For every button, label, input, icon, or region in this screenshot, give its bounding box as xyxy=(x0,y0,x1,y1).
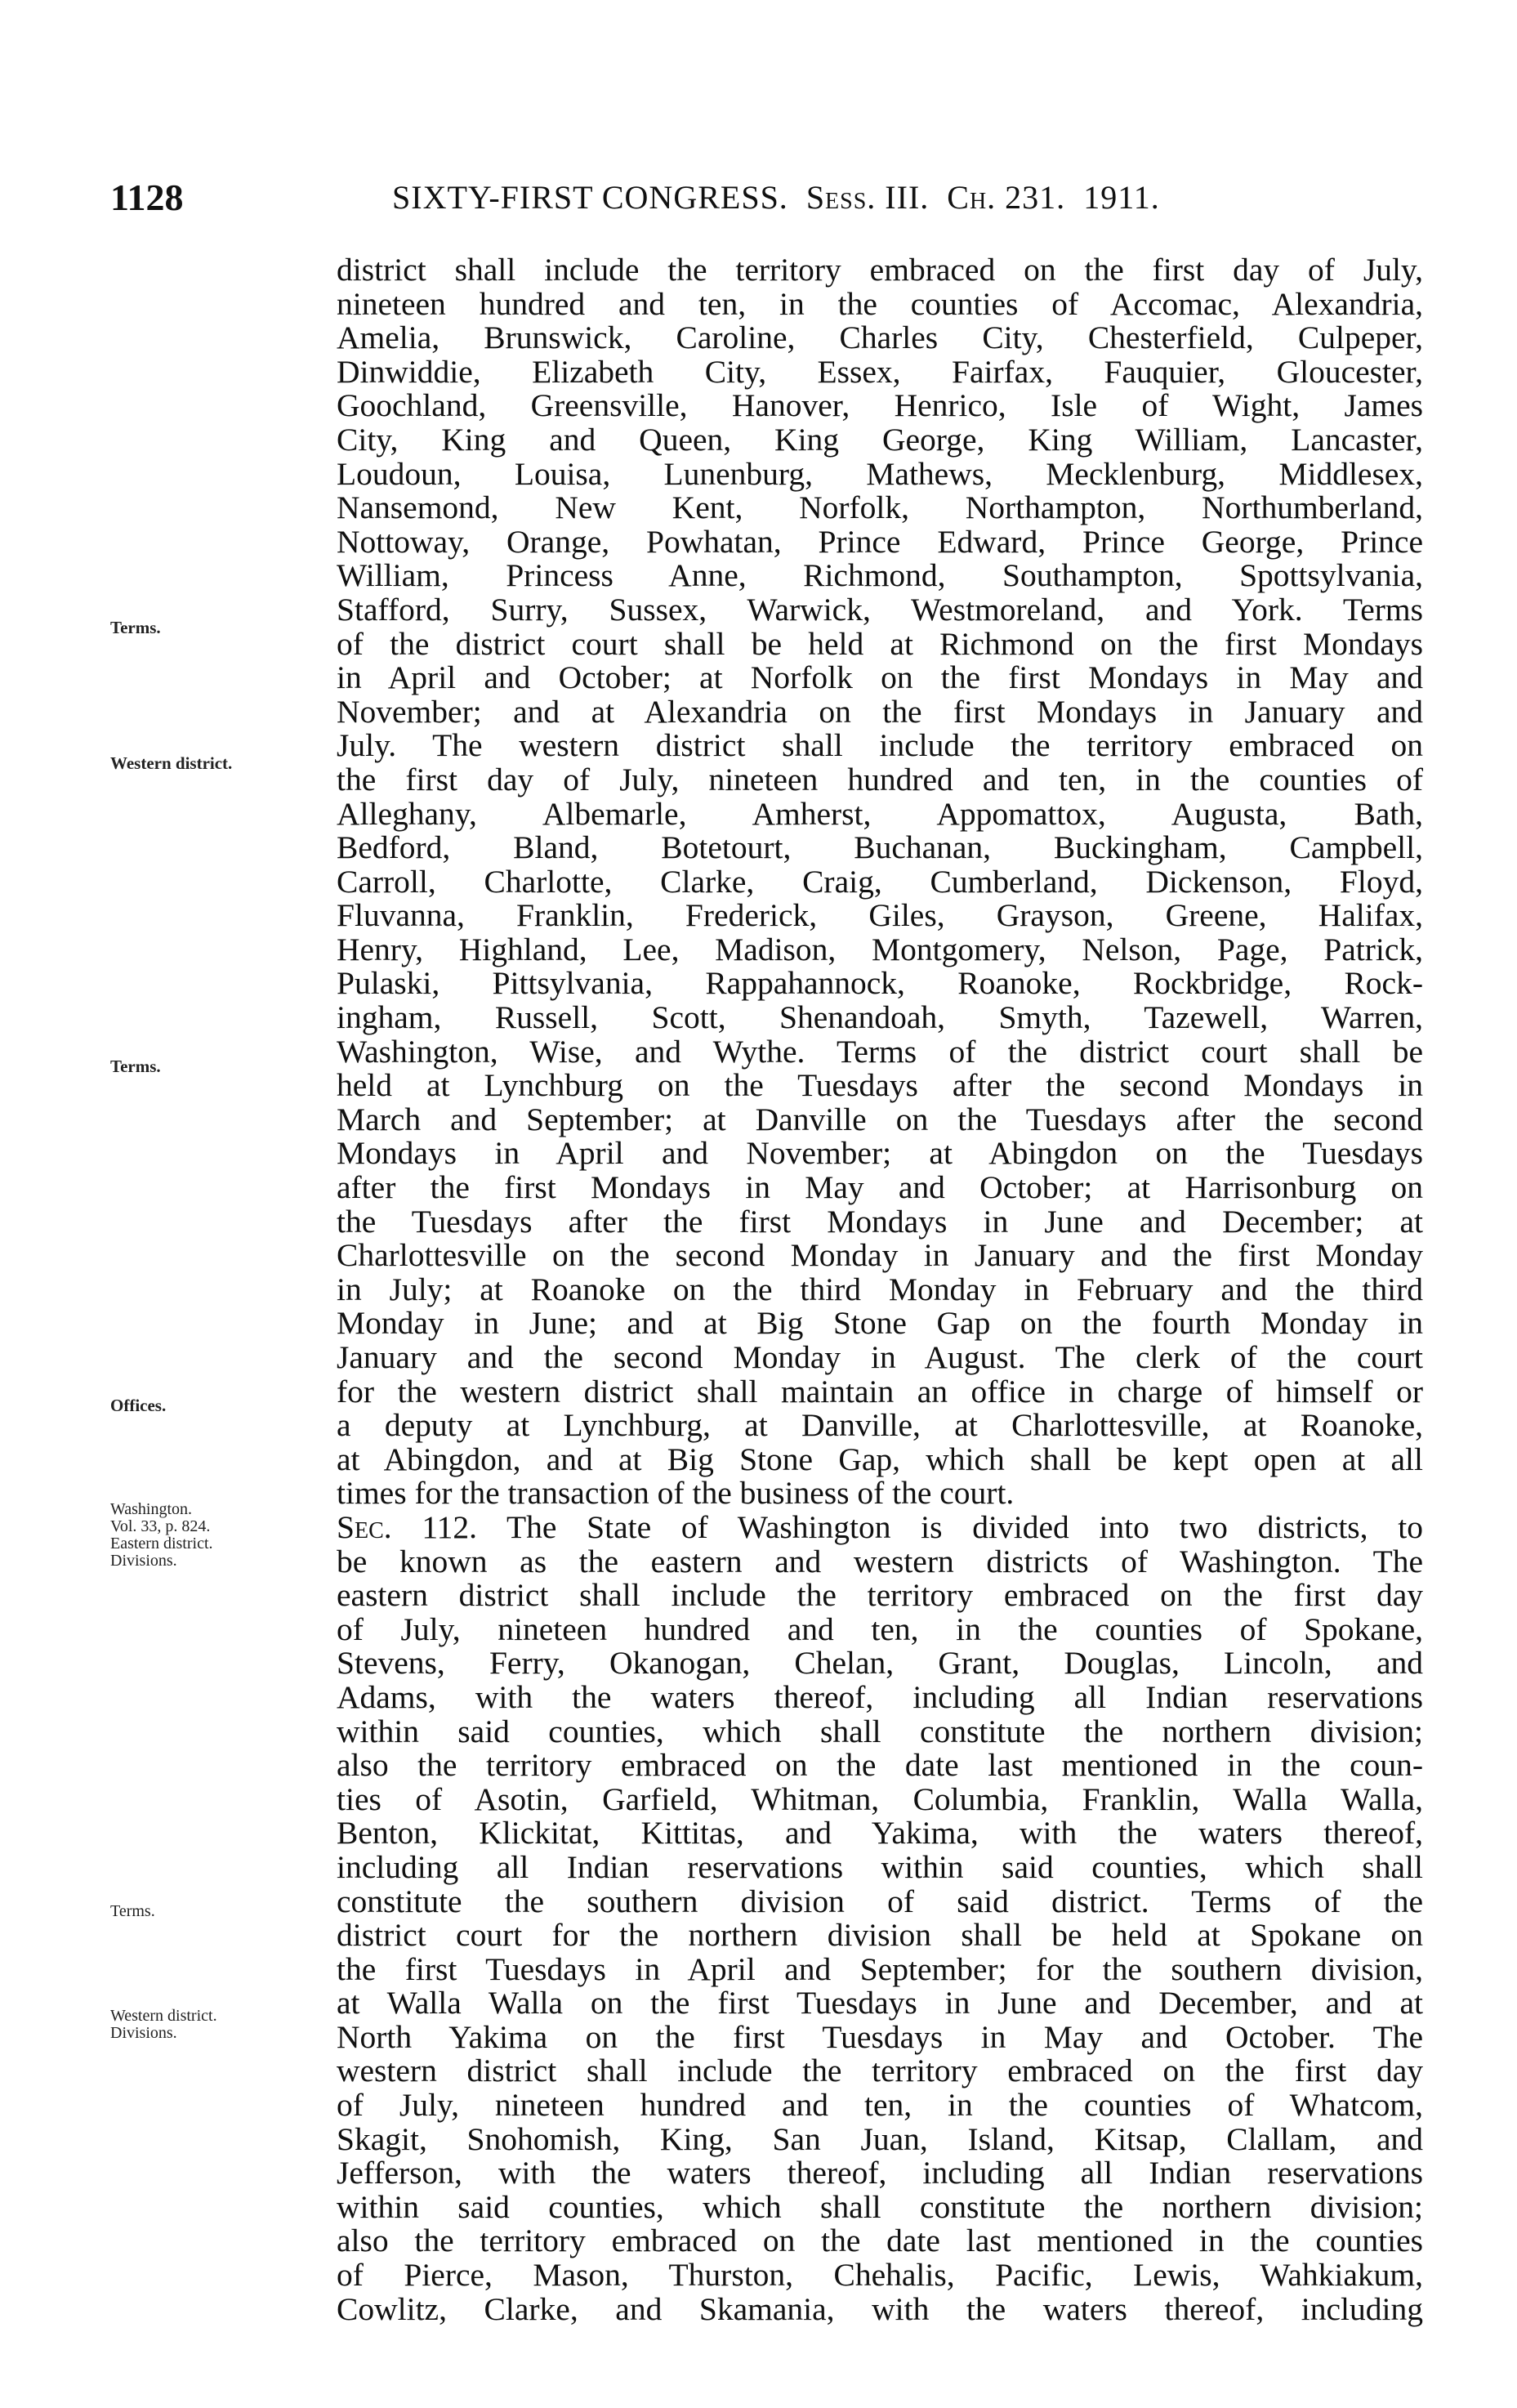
session-label: Sess. III. xyxy=(805,179,930,216)
margin-note-line: Eastern district. xyxy=(110,1535,213,1552)
text-line: Bedford, Bland, Botetourt, Buchanan, Buckingham, Campbell, xyxy=(337,829,1423,866)
text-line: including all Indian reservations within said counties, which shall xyxy=(337,1848,1423,1885)
text-line: Monday in June; and at Big Stone Gap on the fourth Monday in xyxy=(337,1305,1423,1342)
text-line: after the first Mondays in May and October; at Harrisonburg on xyxy=(337,1169,1423,1206)
text-line: Adams, with the waters thereof, including all Indian reservations xyxy=(337,1678,1423,1715)
text-line: Henry, Highland, Lee, Madison, Montgomery, Nelson, Page, Patrick, xyxy=(337,931,1423,967)
text-line: nineteen hundred and ten, in the counties of Accomac, Alexandria, xyxy=(337,285,1423,322)
text-line: eastern district shall include the territory embraced on the first day xyxy=(337,1577,1423,1614)
text-line: North Yakima on the first Tuesdays in May and October. The xyxy=(337,2018,1423,2055)
text-line: at Walla Walla on the first Tuesdays in June and December, and at xyxy=(337,1985,1423,2022)
text-line: November; and at Alexandria on the first Mondays in January and xyxy=(337,693,1423,730)
text-line: in April and October; at Norfolk on the first Mondays in May and xyxy=(337,659,1423,696)
text-line: ingham, Russell, Scott, Shenandoah, Smyth, Tazewell, Warren, xyxy=(337,999,1423,1036)
margin-note-line: Western district. xyxy=(110,753,233,773)
text-line-content: The State of Washington is divided into two districts, to xyxy=(506,1508,1423,1545)
year-label: 1911. xyxy=(1083,179,1160,216)
margin-note-terms xyxy=(110,619,323,637)
text-line: Loudoun, Louisa, Lunenburg, Mathews, Mecklenburg, Middlesex, xyxy=(337,455,1423,492)
text-line: Stafford, Surry, Sussex, Warwick, Westmoreland, and York. Terms xyxy=(337,591,1423,628)
margin-note-offices xyxy=(110,1397,323,1414)
text-line: Nansemond, New Kent, Norfolk, Northampton, Northumberland, xyxy=(337,489,1423,526)
text-line: western district shall include the territory embraced on the first day xyxy=(337,2053,1423,2089)
text-line: Nottoway, Orange, Powhatan, Prince Edward, Prince George, Prince xyxy=(337,523,1423,560)
margin-note-line: Vol. 33, p. 824. xyxy=(110,1517,211,1535)
text-line: Amelia, Brunswick, Caroline, Charles City, Chesterfield, Culpeper, xyxy=(337,319,1423,356)
margin-note-line: Western district. xyxy=(110,2007,217,2025)
congress-title: SIXTY-FIRST CONGRESS. xyxy=(392,179,788,216)
text-line: for the western district shall maintain an office in charge of himself or xyxy=(337,1373,1423,1410)
text-line: Goochland, Greensville, Hanover, Henrico, Isle of Wight, James xyxy=(337,387,1423,424)
text-line: January and the second Monday in August. The clerk of the court xyxy=(337,1339,1423,1375)
text-line: within said counties, which shall constitute the northern division; xyxy=(337,1713,1423,1749)
running-head xyxy=(392,173,1160,222)
text-line: March and September; at Danville on the Tuesdays after the second xyxy=(337,1101,1423,1137)
text-line: Skagit, Snohomish, King, San Juan, Island, Kitsap, Clallam, and xyxy=(337,2120,1423,2157)
text-line: Fluvanna, Franklin, Frederick, Giles, Grayson, Greene, Halifax, xyxy=(337,897,1423,934)
text-line: ties of Asotin, Garfield, Whitman, Columbia, Franklin, Walla Walla, xyxy=(337,1780,1423,1817)
margin-note-terms xyxy=(110,1903,323,1920)
margin-note-terms xyxy=(110,1058,323,1075)
margin-note-line: Washington. xyxy=(110,1500,193,1518)
section-number: Sec. 112. xyxy=(337,1508,477,1545)
chapter-label: Ch. 231. xyxy=(947,179,1066,216)
margin-note-line: Terms. xyxy=(110,1902,155,1920)
margin-note-line: Terms. xyxy=(110,1057,161,1076)
text-line: Benton, Klickitat, Kittitas, and Yakima, with the waters thereof, xyxy=(337,1815,1423,1852)
text-line: Cowlitz, Clarke, and Skamania, with the waters thereof, including xyxy=(337,2290,1423,2327)
text-line: Stevens, Ferry, Okanogan, Chelan, Grant, Douglas, Lincoln, and xyxy=(337,1645,1423,1682)
text-line: the first day of July, nineteen hundred and ten, in the counties of xyxy=(337,761,1423,797)
statute-body-text xyxy=(337,253,1423,2326)
margin-note-western-district-divisions xyxy=(110,2008,323,2042)
text-line: William, Princess Anne, Richmond, Southampton, Spottsylvania, xyxy=(337,557,1423,594)
text-line: Washington, Wise, and Wythe. Terms of the district court shall be xyxy=(337,1033,1423,1070)
text-line: Alleghany, Albemarle, Amherst, Appomattox, Augusta, Bath, xyxy=(337,795,1423,832)
text-line: of Pierce, Mason, Thurston, Chehalis, Pacific, Lewis, Wahkiakum, xyxy=(337,2257,1423,2294)
margin-note-washington xyxy=(110,1501,323,1570)
text-line: also the territory embraced on the date last mentioned in the coun- xyxy=(337,1747,1423,1784)
margin-note-line: Offices. xyxy=(110,1396,167,1415)
text-line: of the district court shall be held at Richmond on the first Mondays xyxy=(337,625,1423,662)
text-line: held at Lynchburg on the Tuesdays after the second Mondays in xyxy=(337,1067,1423,1104)
text-line: also the territory embraced on the date last mentioned in the counties xyxy=(337,2223,1423,2259)
text-line: district shall include the territory embraced on the first day of July, xyxy=(337,252,1423,288)
text-line: the Tuesdays after the first Mondays in June and December; at xyxy=(337,1203,1423,1240)
margin-note-line: Divisions. xyxy=(110,2024,177,2042)
margin-note-line: Divisions. xyxy=(110,1552,177,1570)
text-line: Jefferson, with the waters thereof, including all Indian reservations xyxy=(337,2155,1423,2191)
text-line: of July, nineteen hundred and ten, in the counties of Whatcom, xyxy=(337,2087,1423,2124)
text-line: Mondays in April and November; at Abingdon on the Tuesdays xyxy=(337,1135,1423,1172)
text-line: a deputy at Lynchburg, at Danville, at Charlottesville, at Roanoke, xyxy=(337,1407,1423,1444)
text-line: Carroll, Charlotte, Clarke, Craig, Cumberland, Dickenson, Floyd, xyxy=(337,863,1423,900)
text-line: July. The western district shall include the territory embraced on xyxy=(337,727,1423,764)
text-line: at Abingdon, and at Big Stone Gap, which shall be kept open at all xyxy=(337,1441,1423,1477)
text-line: in July; at Roanoke on the third Monday in February and the third xyxy=(337,1271,1423,1307)
text-line: district court for the northern division shall be held at Spokane on xyxy=(337,1917,1423,1954)
text-line: constitute the southern division of said district. Terms of the xyxy=(337,1883,1423,1919)
margin-note-western-district xyxy=(110,755,323,772)
text-line: be known as the eastern and western districts of Washington. The xyxy=(337,1543,1423,1579)
text-line: Pulaski, Pittsylvania, Rappahannock, Roanoke, Rockbridge, Rock- xyxy=(337,965,1423,1002)
text-line xyxy=(337,1508,1423,1545)
text-line: City, King and Queen, King George, King William, Lancaster, xyxy=(337,421,1423,458)
text-line: times for the transaction of the business of the court. xyxy=(337,1475,1015,1512)
text-line: Charlottesville on the second Monday in January and the first Monday xyxy=(337,1237,1423,1274)
text-line: Dinwiddie, Elizabeth City, Essex, Fairfax, Fauquier, Gloucester, xyxy=(337,353,1423,390)
text-line: of July, nineteen hundred and ten, in the counties of Spokane, xyxy=(337,1611,1423,1647)
margin-note-line: Terms. xyxy=(110,618,161,637)
running-header xyxy=(0,173,1517,222)
page-number: 1128 xyxy=(110,176,184,218)
text-line: the first Tuesdays in April and September; for the southern division, xyxy=(337,1950,1423,1987)
text-line: within said counties, which shall constitute the northern division; xyxy=(337,2188,1423,2225)
